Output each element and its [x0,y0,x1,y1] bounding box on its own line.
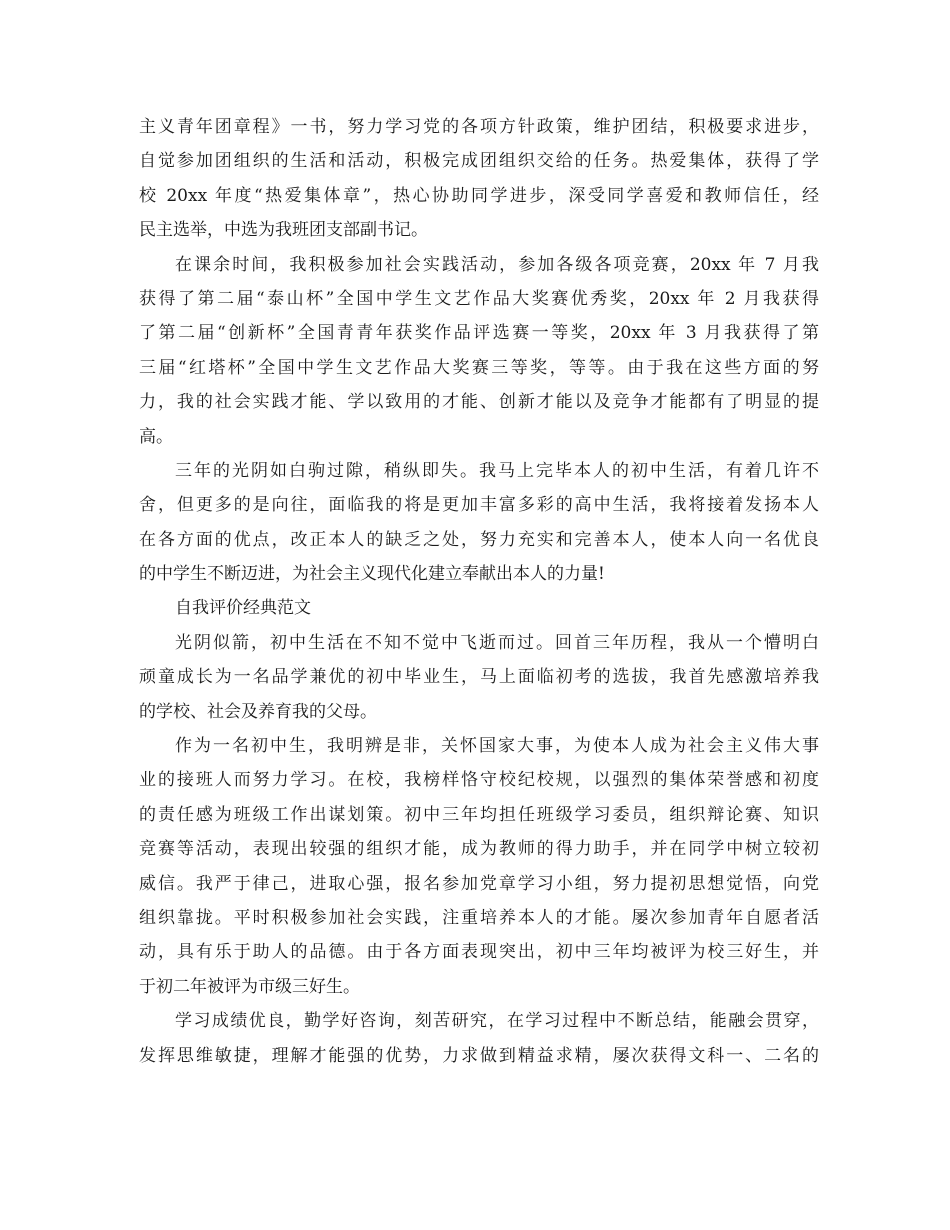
text-line: 威信。我严于律己，进取心强，报名参加党章学习小组，努力提初思想觉悟，向党 [139,873,819,894]
text-line: 舍，但更多的是向往，面临我的将是更加丰富多彩的高中生活，我将接着发扬本人 [139,495,819,516]
text-line: 的责任感为班级工作出谋划策。初中三年均担任班级学习委员，组织辩论赛、知识 [139,804,819,825]
text-line: 自觉参加团组织的生活和活动，积极完成团组织交给的任务。热爱集体，获得了学 [139,151,819,172]
text-line: 组织靠拢。平时积极参加社会实践，注重培养本人的才能。屡次参加青年自愿者活 [139,907,819,928]
text-line: 竞赛等活动，表现出较强的组织才能，成为教师的得力助手，并在同学中树立较初 [139,839,819,860]
text-line: 自我评价经典范文 [175,598,311,619]
text-line: 发挥思维敏捷，理解才能强的优势，力求做到精益求精，屡次获得文科一、二名的 [139,1045,819,1066]
text-line: 于初二年被评为市级三好生。 [139,976,360,997]
text-line: 获得了第二届“泰山杯”全国中学生文艺作品大奖赛优秀奖，20xx 年 2 月我获得 [139,288,819,309]
text-line: 在课余时间，我积极参加社会实践活动，参加各级各项竞赛，20xx 年 7 月我 [175,254,819,275]
text-line: 民主选举，中选为我班团支部副书记。 [139,220,428,241]
text-line: 的学校、社会及养育我的父母。 [139,701,377,722]
text-line: 了第二届“创新杯”全国青青年获奖作品评选赛一等奖，20xx 年 3 月我获得了第 [139,323,819,344]
text-line: 顽童成长为一名品学兼优的初中毕业生，马上面临初考的选拔，我首先感激培养我 [139,667,819,688]
text-line: 校 20xx 年度“热爱集体章”，热心协助同学进步，深受同学喜爱和教师信任，经 [139,185,819,206]
text-line: 学习成绩优良，勤学好咨询，刻苦研究，在学习过程中不断总结，能融会贯穿， [175,1011,819,1032]
text-line: 业的接班人而努力学习。在校，我榜样恪守校纪校规，以强烈的集体荣誉感和初度 [139,770,819,791]
text-line: 光阴似箭，初中生活在不知不觉中飞逝而过。回首三年历程，我从一个懵明白 [175,632,819,653]
text-line: 作为一名初中生，我明辨是非，关怀国家大事，为使本人成为社会主义伟大事 [175,736,819,757]
text-line: 主义青年团章程》一书，努力学习党的各项方针政策，维护团结，积极要求进步， [139,117,819,137]
text-line: 三届“红塔杯”全国中学生文艺作品大奖赛三等奖，等等。由于我在这些方面的努 [139,357,819,378]
document-body [139,110,819,1073]
text-line: 力，我的社会实践才能、学以致用的才能、创新才能以及竞争才能都有了明显的提 [139,392,819,413]
text-line: 三年的光阴如白驹过隙，稍纵即失。我马上完毕本人的初中生活，有着几许不 [175,460,819,481]
text-line: 动，具有乐于助人的品德。由于各方面表现突出，初中三年均被评为校三好生，并 [139,942,819,963]
text-line: 高。 [139,426,173,447]
text-line: 的中学生不断迈进，为社会主义现代化建立奉献出本人的力量! [139,564,605,585]
text-line: 在各方面的优点，改正本人的缺乏之处，努力充实和完善本人，使本人向一名优良 [139,529,819,550]
